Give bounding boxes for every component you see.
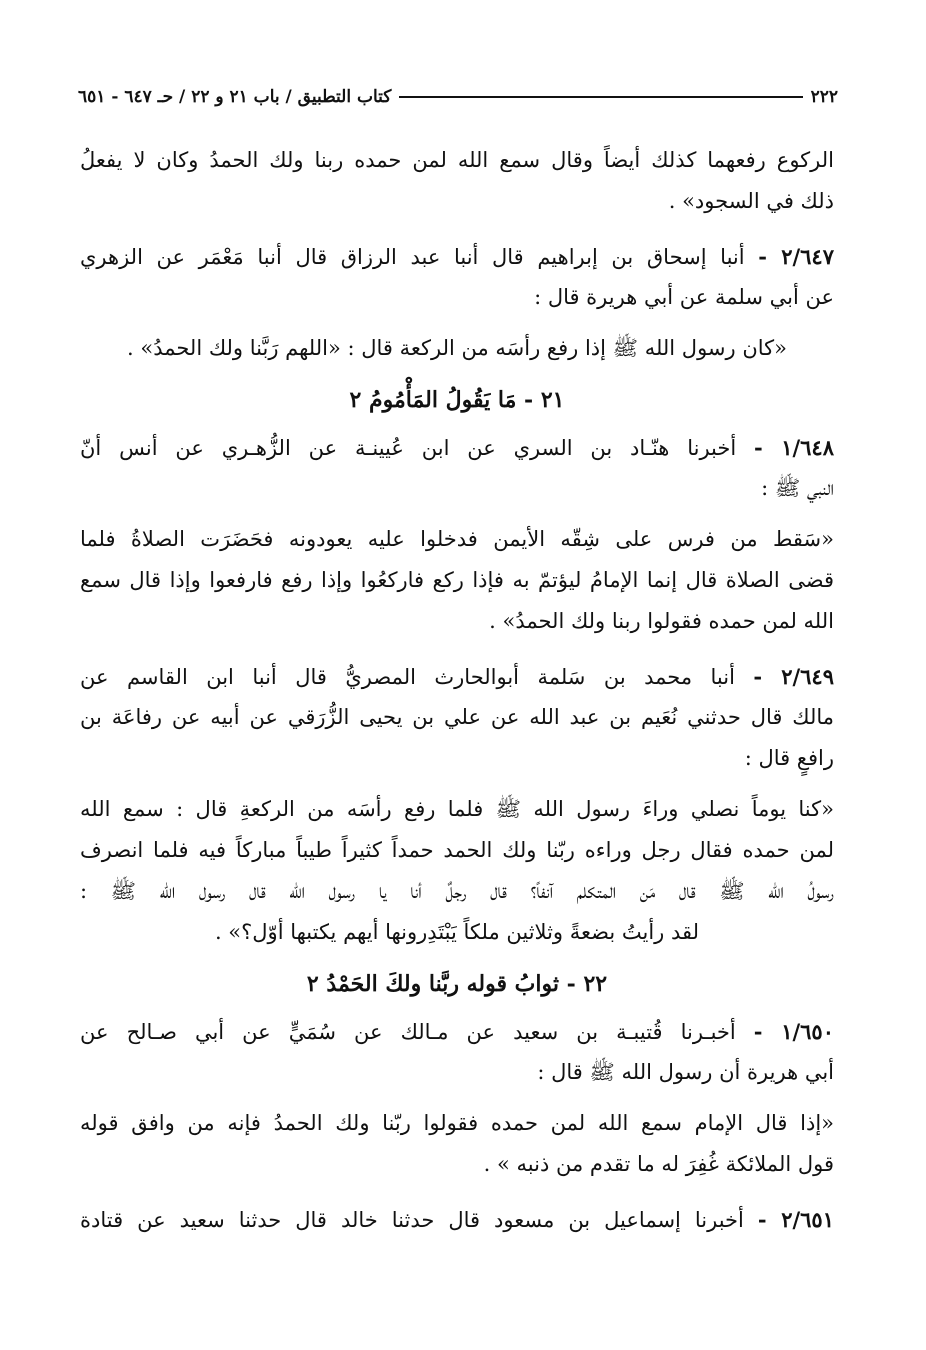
text-line: ذلك في السجود» . [668, 189, 834, 213]
hadith-number: ٢/٦٤٧ - [758, 244, 834, 269]
text-line: الركوع رفعهما كذلك أيضاً وقال سمع الله لمن حمده ربنا ولك الحمدُ وكان لا يفعلُ [80, 148, 834, 172]
page-number: ٢٢٢ [810, 87, 838, 107]
text-line: لمن حمده فقال رجل وراءه ربّنا ولك الحمد حمداً كثيراً طيباً مباركاً فيه فلما انصرف [80, 838, 834, 862]
quote-block [80, 328, 834, 369]
hadith-number: ١/٦٥٠ - [753, 1019, 834, 1044]
header-rule [399, 96, 802, 98]
text-line: مالك قال حدثني نُعَيم بن عبد الله عن علي بن يحيى الزُّرَقي عن أبيه عن رفاعَة بن [80, 705, 834, 729]
page-body [80, 130, 834, 1240]
chapter-heading: ٢١ - مَا يَقُولُ المَأْمُومُ ٢ [349, 387, 565, 413]
text-line [80, 236, 834, 277]
hadith-paragraph [80, 1199, 834, 1240]
hadith-paragraph [80, 656, 834, 779]
page-header [78, 82, 838, 112]
text-line: رافعٍ قال : [744, 746, 834, 770]
text-line: أبي هريرة أن رسول الله ﷺ قال : [537, 1060, 834, 1084]
text-line: عن أبي سلمة عن أبي هريرة قال : [534, 285, 834, 309]
hadith-number: ٢/٦٥١ - [757, 1207, 834, 1232]
text-line: قضى الصلاة قال إنما الإمامُ ليؤتمّ به فإذا ركع فاركعُوا وإذا رفع فارفعوا وإذا قال سمع [80, 568, 834, 592]
text-line: «كان رسول الله ﷺ إذا رفع رأسَه من الركعة قال : «اللهم رَبَّنا ولك الحمدُ» . [127, 336, 787, 360]
hadith-number: ٢/٦٤٩ - [753, 664, 834, 689]
text-line [80, 1011, 834, 1052]
hadith-text: أخبرنا هنّـاد بن السري عن ابن عُيينـة عن الزُّهـري عن أنس أنّ [80, 436, 755, 460]
running-title: كتاب التطبيق / باب ٢١ و ٢٢ / حـ ٦٤٧ - ٦٥١ [78, 87, 392, 107]
hadith-text: أخبرنا إسماعيل بن مسعود قال حدثنا خالد قال حدثنا سعيد عن قتادة [80, 1208, 758, 1232]
text-line: «سَقط من فرس على شِقّه الأيمن فدخلوا عليه يعودونه فحَضَرَت الصلاةُ فلما [80, 527, 834, 551]
hadith-paragraph [80, 236, 834, 318]
text-line: الله لمن حمده فقولوا ربنا ولك الحمدُ» . [489, 609, 834, 633]
quote-block [80, 519, 834, 642]
text-line: «كنا يوماً نصلي وراءَ رسول الله ﷺ فلما رفع رأسَه من الركعةِ قال : سمع الله [80, 797, 834, 821]
text-line: «إذا قال الإمام سمع الله لمن حمده فقولوا ربّنا ولك الحمدُ فإنه من وافق قوله [80, 1111, 834, 1135]
text-line: رسولُ الله ﷺ قال مَن المتكلم آنفاً؟ قال رجلٌ أنا يا رسول الله قال رسول الله ﷺ : [80, 879, 834, 903]
hadith-number: ١/٦٤٨ - [754, 435, 834, 460]
hadith-paragraph [80, 427, 834, 509]
text-line [80, 1199, 834, 1240]
text-line: لقد رأيتُ بضعةً وثلاثين ملكاً يَبْتَدِرونها أيهم يكتبها أوّل؟» . [214, 920, 700, 944]
chapter-heading: ٢٢ - ثوابُ قوله ربَّنا ولكَ الحَمْدُ ٢ [306, 971, 608, 997]
quote-block [80, 140, 834, 222]
text-line [80, 427, 834, 468]
hadith-text: أنبا إسحاق بن إبراهيم قال أنبا عبد الرزاق قال أنبا مَعْمَر عن الزهري [80, 245, 759, 269]
text-line: النبي ﷺ : [761, 476, 834, 500]
quote-block [80, 1103, 834, 1185]
hadith-text: أخبـرنا قُتيبـة بن سعيد عن مـالك عن سُمَيٍّ عن أبي صـالح عن [80, 1020, 754, 1044]
text-line: قول الملائكة غُفِرَ له ما تقدم من ذنبه » . [483, 1152, 834, 1176]
quote-block [80, 789, 834, 953]
hadith-text: أنبا محمد بن سَلمة أبوالحارث المصريُّ قال أنبا ابن القاسم عن [80, 665, 754, 689]
hadith-paragraph [80, 1011, 834, 1093]
text-line [80, 656, 834, 697]
